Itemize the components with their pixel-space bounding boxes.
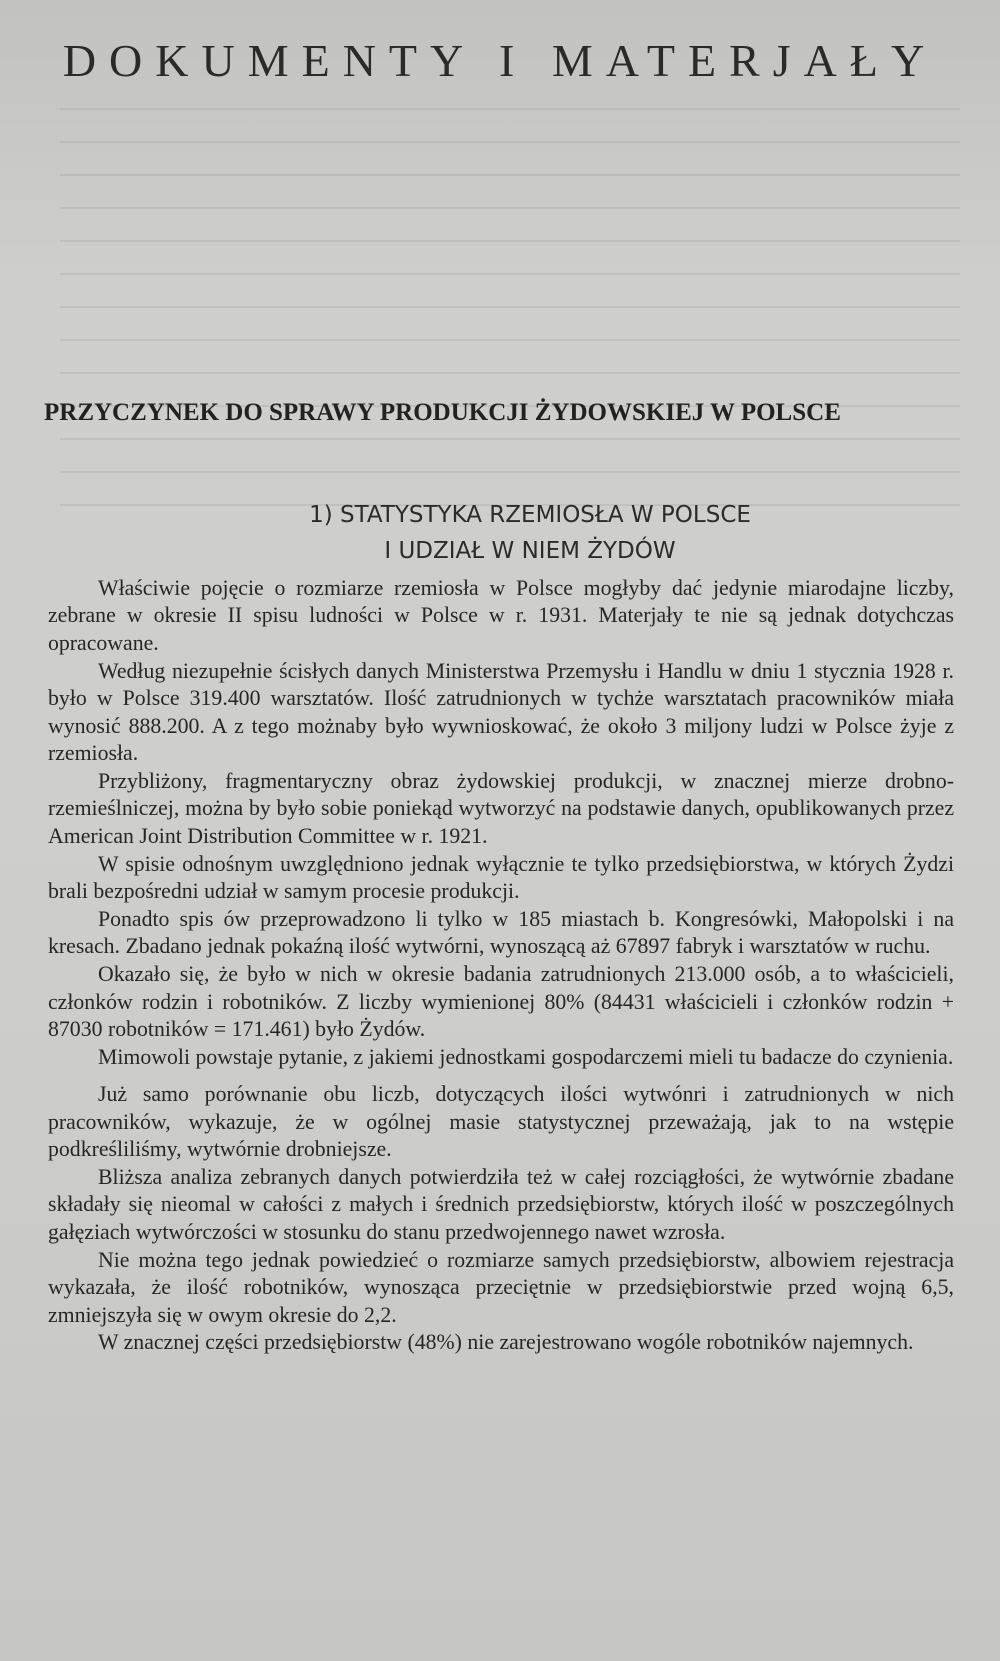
masthead: DOKUMENTY I MATERJAŁY <box>62 35 938 86</box>
paragraph: Bliższa analiza zebranych danych potwierdziła też w całej rozciągłości, że wytwórnie zbadane składały się nieomal w całości z małych i średnich przedsiębiorstw, których ilość w poszczególnych gałęziach wytwórczości w stosunku do stanu przedwojennego nawet wzrosła. <box>48 1165 954 1244</box>
paragraph: Nie można tego jednak powiedzieć o rozmiarze samych przedsiębiorstw, albowiem rejestracja wykazała, że ilość robotników, wynosząca przeciętnie w przedsiębiorstwie przed wojną 6,5, zmniejszyła się w owym okresie do 2,2. <box>48 1247 954 1327</box>
paragraph: Właściwie pojęcie o rozmiarze rzemiosła w Polsce mogłyby dać jedynie miarodajne liczby, zebrane w okresie II spisu ludności w Polsce w r. 1931. Materjały te nie są jednak dotychczas opracowane. <box>48 576 954 655</box>
paragraph: Już samo porównanie obu liczb, dotyczących ilości wytwónri i zatrudnionych w nich pracowników, wykazuje, że w ogólnej masie statystycznej przeważają, jak to na wstępie podkreśliliśmy, wytwórnie drobniejsze. <box>48 1082 954 1162</box>
paragraph: Przybliżony, fragmentaryczny obraz żydowskiej produkcji, w znacznej mierze drobno-rzemieślniczej, można by było sobie poniekąd wytworzyć na podstawie danych, opublikowanych przez American Joint Distribution Committee w r. 1921. <box>48 768 954 848</box>
paragraph: Według niezupełnie ścisłych danych Ministerstwa Przemysłu i Handlu w dniu 1 stycznia 1928 r. było w Polsce 319.400 warsztatów. Ilość zatrudnionych w tychże warsztatach pracowników miała wynosić 888.200. A z tego możnaby było wywnioskować, że około 3 miljony ludzi w Polsce żyje z rzemiosła. <box>48 658 954 765</box>
article-title: PRZYCZYNEK DO SPRAWY PRODUKCJI ŻYDOWSKIEJ W POLSCE <box>44 399 841 426</box>
paragraph: W spisie odnośnym uwzględniono jednak wyłącznie te tylko przedsiębiorstwa, w których Żydzi brali bezpośredni udział w samym procesie produkcji. <box>48 851 954 903</box>
bleed-through-texture <box>60 90 960 530</box>
paragraph: Mimowoli powstaje pytanie, z jakiemi jednostkami gospodarczemi mieli tu badacze do czynienia. <box>98 1044 954 1069</box>
section-heading-line-2: I UDZIAŁ W NIEM ŻYDÓW <box>384 538 676 564</box>
paragraph: Okazało się, że było w nich w okresie badania zatrudnionych 213.000 osób, a to właścicieli, członków rodzin i robotników. Z liczby wymienionej 80% (84431 właścicieli i członków rodzin + 87030 robotników = 171.461) było Żydów. <box>48 962 954 1041</box>
article-body <box>48 575 954 1357</box>
paragraph: Ponadto spis ów przeprowadzono li tylko w 185 miastach b. Kongresówki, Małopolski i na kresach. Zbadano jednak pokaźną ilość wytwórni, wynoszącą aż 67897 fabryk i warsztatów w ruchu. <box>48 906 954 959</box>
section-heading-line-1: 1) STATYSTYKA RZEMIOSŁA W POLSCE <box>309 502 751 528</box>
section-heading <box>140 497 920 569</box>
paragraph: W znacznej części przedsiębiorstw (48%) nie zarejestrowano wogóle robotników najemnych. <box>98 1330 914 1355</box>
